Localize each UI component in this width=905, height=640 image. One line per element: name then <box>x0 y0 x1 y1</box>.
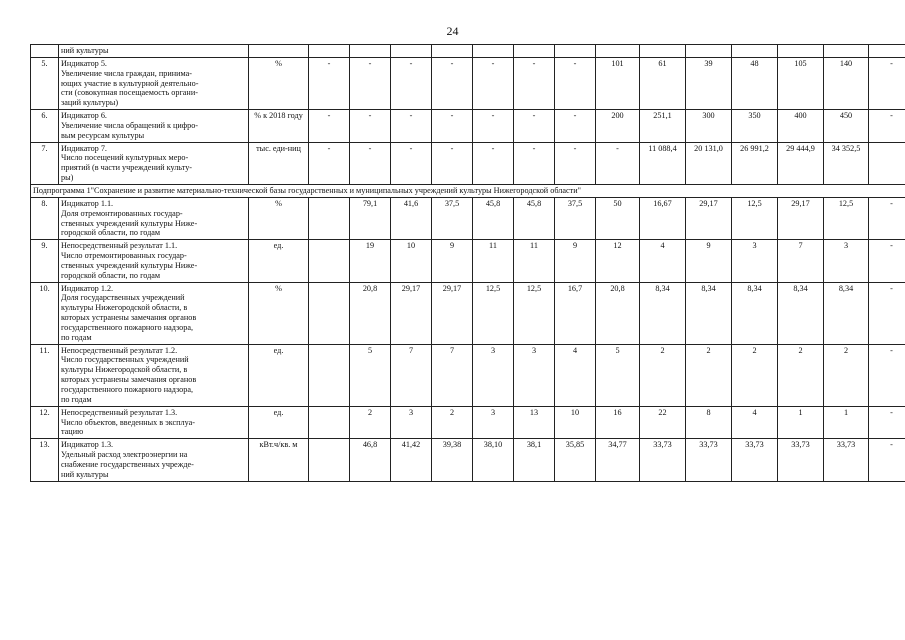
description-line: Число государственных учреждений <box>61 355 189 365</box>
value-cell: 7 <box>432 344 473 406</box>
description-line: Число отремонтированных государ- <box>61 251 187 261</box>
value-cell: 2 <box>432 406 473 439</box>
value-cell: 10 <box>555 406 596 439</box>
value-cell: - <box>350 142 391 184</box>
value-cell: 20 131,0 <box>686 142 732 184</box>
indicator-description <box>59 45 249 58</box>
description-line: Доля отремонтированных государ- <box>61 208 183 218</box>
description-line: государственного пожарного надзора, <box>61 385 194 394</box>
table-row <box>31 240 905 282</box>
description-line: Число объектов, введенных в эксплуа- <box>61 417 195 427</box>
value-cell: - <box>391 57 432 109</box>
description-line: Индикатор 7. <box>61 143 107 153</box>
table-row <box>31 282 905 344</box>
value-cell <box>309 240 350 282</box>
description-line: ры) <box>61 173 74 183</box>
value-cell: 11 <box>514 240 555 282</box>
value-cell: 4 <box>555 344 596 406</box>
value-cell <box>778 45 824 58</box>
description-line: Непосредственный результат 1.1. <box>61 241 178 251</box>
value-cell: 2 <box>640 344 686 406</box>
indicators-table <box>30 44 905 482</box>
value-cell: 12,5 <box>824 197 869 239</box>
value-cell: 8,34 <box>824 282 869 344</box>
value-cell <box>350 45 391 58</box>
value-cell: 26 991,2 <box>732 142 778 184</box>
value-cell: - <box>596 142 640 184</box>
value-cell <box>309 45 350 58</box>
value-cell: - <box>869 439 905 481</box>
unit-cell: кВт.ч/кв. м <box>249 439 309 481</box>
value-cell: 16,7 <box>555 282 596 344</box>
row-number: 5. <box>31 57 59 109</box>
value-cell: 251,1 <box>640 110 686 143</box>
description-line: снабжение государственных учрежде- <box>61 459 194 469</box>
value-cell: - <box>555 110 596 143</box>
value-cell: 9 <box>686 240 732 282</box>
value-cell <box>596 45 640 58</box>
value-cell: 29,17 <box>778 197 824 239</box>
value-cell <box>514 45 555 58</box>
value-cell: 79,1 <box>350 197 391 239</box>
table-row <box>31 344 905 406</box>
value-cell: 37,5 <box>555 197 596 239</box>
value-cell: 3 <box>824 240 869 282</box>
value-cell: - <box>869 344 905 406</box>
row-number: 8. <box>31 197 59 239</box>
value-cell <box>555 45 596 58</box>
value-cell: 11 088,4 <box>640 142 686 184</box>
value-cell: 5 <box>596 344 640 406</box>
row-number: 9. <box>31 240 59 282</box>
value-cell <box>686 45 732 58</box>
description-line: по годам <box>61 332 92 342</box>
table-row <box>31 197 905 239</box>
value-cell: 12,5 <box>473 282 514 344</box>
unit-cell: тыс. еди-ниц <box>249 142 309 184</box>
subprogram-row <box>31 184 905 197</box>
value-cell: 38,1 <box>514 439 555 481</box>
value-cell: - <box>514 57 555 109</box>
value-cell: - <box>473 142 514 184</box>
value-cell: - <box>869 406 905 439</box>
value-cell: 34,77 <box>596 439 640 481</box>
value-cell <box>640 45 686 58</box>
row-number: 12. <box>31 406 59 439</box>
value-cell: 8 <box>686 406 732 439</box>
value-cell: - <box>869 240 905 282</box>
description-line: Увеличение числа граждан, принима- <box>61 68 193 78</box>
description-line: Доля государственных учреждений <box>61 293 185 303</box>
value-cell: - <box>391 142 432 184</box>
value-cell: 16 <box>596 406 640 439</box>
value-cell: 350 <box>732 110 778 143</box>
indicator-description <box>59 57 249 109</box>
value-cell: 4 <box>732 406 778 439</box>
value-cell <box>824 45 869 58</box>
indicator-description <box>59 406 249 439</box>
unit-cell: ед. <box>249 344 309 406</box>
table-row <box>31 406 905 439</box>
value-cell: 2 <box>686 344 732 406</box>
value-cell: 400 <box>778 110 824 143</box>
value-cell: 3 <box>473 344 514 406</box>
value-cell <box>473 45 514 58</box>
value-cell: - <box>432 110 473 143</box>
value-cell: 19 <box>350 240 391 282</box>
value-cell <box>391 45 432 58</box>
value-cell: 2 <box>732 344 778 406</box>
value-cell: 33,73 <box>824 439 869 481</box>
page-number: 24 <box>446 24 459 38</box>
description-line: Непосредственный результат 1.2. <box>61 345 178 355</box>
value-cell <box>309 197 350 239</box>
value-cell: - <box>514 110 555 143</box>
description-line: ний культуры <box>61 46 109 55</box>
row-number: 13. <box>31 439 59 481</box>
unit-cell: % к 2018 году <box>249 110 309 143</box>
value-cell: - <box>309 142 350 184</box>
description-line: заций культуры) <box>61 98 119 108</box>
description-line: Число посещений культурных меро- <box>61 153 189 163</box>
value-cell: - <box>869 197 905 239</box>
description-line: ственных учреждений культуры Ниже- <box>61 218 198 228</box>
description-line: культуры Нижегородской области, в <box>61 303 188 313</box>
value-cell: 20,8 <box>596 282 640 344</box>
value-cell: 39,38 <box>432 439 473 481</box>
value-cell: 33,73 <box>732 439 778 481</box>
value-cell: 50 <box>596 197 640 239</box>
value-cell: 29,17 <box>686 197 732 239</box>
row-number: 10. <box>31 282 59 344</box>
value-cell: 35,85 <box>555 439 596 481</box>
description-line: приятий (в части учреждений культу- <box>61 163 193 173</box>
description-line: Индикатор 1.1. <box>61 198 114 208</box>
value-cell: 300 <box>686 110 732 143</box>
value-cell: 3 <box>391 406 432 439</box>
unit-cell <box>249 45 309 58</box>
value-cell <box>309 344 350 406</box>
table-row <box>31 439 905 481</box>
row-number: 11. <box>31 344 59 406</box>
value-cell <box>732 45 778 58</box>
value-cell: 16,67 <box>640 197 686 239</box>
value-cell: 3 <box>514 344 555 406</box>
value-cell: 12,5 <box>732 197 778 239</box>
value-cell: 3 <box>732 240 778 282</box>
value-cell: - <box>391 110 432 143</box>
value-cell: 37,5 <box>432 197 473 239</box>
unit-cell: ед. <box>249 240 309 282</box>
indicator-description <box>59 344 249 406</box>
value-cell <box>869 142 905 184</box>
value-cell: - <box>473 57 514 109</box>
value-cell: 48 <box>732 57 778 109</box>
value-cell: 2 <box>824 344 869 406</box>
description-line: Индикатор 6. <box>61 111 107 121</box>
value-cell: 8,34 <box>640 282 686 344</box>
unit-cell: % <box>249 282 309 344</box>
value-cell: 11 <box>473 240 514 282</box>
description-line: Увеличение числа обращений к цифро- <box>61 120 199 130</box>
value-cell: 20,8 <box>350 282 391 344</box>
value-cell: 12,5 <box>514 282 555 344</box>
value-cell: 10 <box>391 240 432 282</box>
value-cell: 200 <box>596 110 640 143</box>
description-line: ственных учреждений культуры Ниже- <box>61 260 198 270</box>
value-cell: 8,34 <box>732 282 778 344</box>
indicator-description <box>59 110 249 143</box>
row-number: 7. <box>31 142 59 184</box>
description-line: Непосредственный результат 1.3. <box>61 407 178 417</box>
value-cell: 29,17 <box>432 282 473 344</box>
unit-cell: % <box>249 57 309 109</box>
value-cell: 33,73 <box>640 439 686 481</box>
table-row <box>31 57 905 109</box>
value-cell: - <box>309 110 350 143</box>
value-cell: 38,10 <box>473 439 514 481</box>
value-cell: 9 <box>555 240 596 282</box>
value-cell: - <box>514 142 555 184</box>
value-cell: - <box>432 142 473 184</box>
description-line: тацию <box>61 427 84 437</box>
unit-cell: ед. <box>249 406 309 439</box>
value-cell: 34 352,5 <box>824 142 869 184</box>
description-line: культуры Нижегородской области, в <box>61 365 188 375</box>
value-cell: 450 <box>824 110 869 143</box>
value-cell: 45,8 <box>514 197 555 239</box>
value-cell: 140 <box>824 57 869 109</box>
value-cell: - <box>869 282 905 344</box>
indicator-description <box>59 282 249 344</box>
value-cell: 1 <box>824 406 869 439</box>
value-cell: 4 <box>640 240 686 282</box>
value-cell <box>869 45 905 58</box>
description-line: Удельный расход электроэнергии на <box>61 450 188 460</box>
description-line: Индикатор 1.3. <box>61 440 114 450</box>
value-cell: 7 <box>778 240 824 282</box>
table-row <box>31 142 905 184</box>
value-cell <box>309 439 350 481</box>
value-cell: 7 <box>391 344 432 406</box>
table-row <box>31 110 905 143</box>
value-cell: 5 <box>350 344 391 406</box>
value-cell: - <box>309 57 350 109</box>
value-cell: 29 444,9 <box>778 142 824 184</box>
value-cell: - <box>473 110 514 143</box>
value-cell: 2 <box>778 344 824 406</box>
unit-cell: % <box>249 197 309 239</box>
value-cell: 41,6 <box>391 197 432 239</box>
value-cell: - <box>555 142 596 184</box>
value-cell <box>309 406 350 439</box>
value-cell: - <box>555 57 596 109</box>
value-cell: - <box>350 110 391 143</box>
value-cell: 9 <box>432 240 473 282</box>
value-cell: 13 <box>514 406 555 439</box>
description-line: которых устранены замечания органов <box>61 313 197 323</box>
description-line: ющих участие в культурной деятельно- <box>61 78 199 88</box>
description-line: Индикатор 1.2. <box>61 283 114 293</box>
value-cell: - <box>350 57 391 109</box>
description-line: вым ресурсам культуры <box>61 130 145 140</box>
value-cell: 3 <box>473 406 514 439</box>
value-cell: 22 <box>640 406 686 439</box>
row-number <box>31 45 59 58</box>
value-cell: 101 <box>596 57 640 109</box>
description-line: городской области, по годам <box>61 228 161 238</box>
subprogram-title: Подпрограмма 1"Сохранение и развитие материально-технической базы государственных и муниципальных учреждений культуры Нижегородской области" <box>31 184 905 197</box>
indicator-description <box>59 240 249 282</box>
row-number: 6. <box>31 110 59 143</box>
value-cell: 8,34 <box>686 282 732 344</box>
value-cell: - <box>432 57 473 109</box>
value-cell: - <box>869 57 905 109</box>
description-line: которых устранены замечания органов <box>61 375 197 385</box>
indicator-description <box>59 197 249 239</box>
value-cell: 33,73 <box>778 439 824 481</box>
description-line: ний культуры <box>61 469 109 479</box>
value-cell: 8,34 <box>778 282 824 344</box>
value-cell: 2 <box>350 406 391 439</box>
value-cell: 105 <box>778 57 824 109</box>
value-cell: 39 <box>686 57 732 109</box>
value-cell: 46,8 <box>350 439 391 481</box>
indicator-description <box>59 439 249 481</box>
description-line: городской области, по годам <box>61 270 161 280</box>
description-line: по годам <box>61 394 92 404</box>
value-cell: 1 <box>778 406 824 439</box>
value-cell <box>432 45 473 58</box>
value-cell <box>309 282 350 344</box>
value-cell: 12 <box>596 240 640 282</box>
description-line: сти (совокупная посещаемость органи- <box>61 88 198 98</box>
indicator-description <box>59 142 249 184</box>
value-cell: 29,17 <box>391 282 432 344</box>
table-row <box>31 45 905 58</box>
value-cell: 61 <box>640 57 686 109</box>
value-cell: 33,73 <box>686 439 732 481</box>
value-cell: 45,8 <box>473 197 514 239</box>
value-cell: 41,42 <box>391 439 432 481</box>
value-cell: - <box>869 110 905 143</box>
description-line: государственного пожарного надзора, <box>61 322 194 332</box>
description-line: Индикатор 5. <box>61 58 107 68</box>
